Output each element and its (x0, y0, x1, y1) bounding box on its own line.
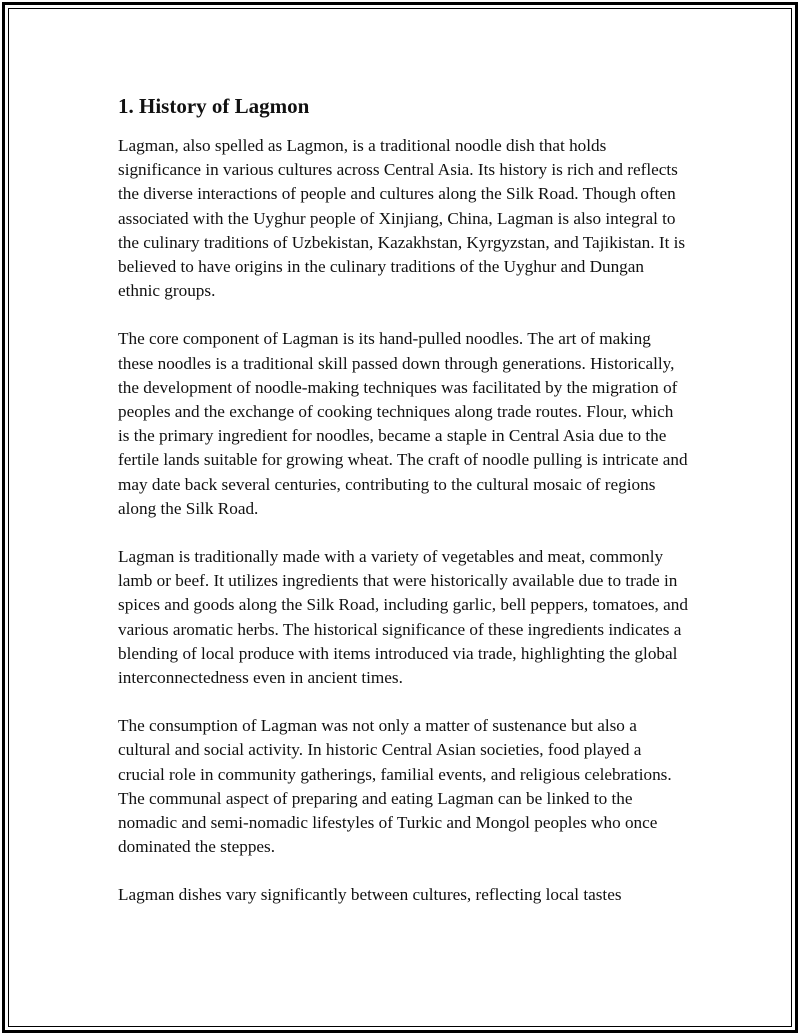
paragraph-noodles: The core component of Lagman is its hand-pulled noodles. The art of making these noodles is a traditional skill passed down through generations. Historically, the development of noodle-making techniques was facilitated by the migration of peoples and the exchange of cooking techniques along trade routes. Flour, which is the primary ingredient for noodles, became a staple in Central Asia due to the fertile lands suitable for growing wheat. The craft of noodle pulling is intricate and may date back several centuries, contributing to the cultural mosaic of regions along the Silk Road. (118, 329, 688, 518)
document-body (118, 92, 688, 932)
paragraph-origins: Lagman, also spelled as Lagmon, is a traditional noodle dish that holds significance in various cultures across Central Asia. Its history is rich and reflects the diverse interactions of people and cultures along the Silk Road. Though often associated with the Uyghur people of Xinjiang, China, Lagman is also integral to the culinary traditions of Uzbekistan, Kazakhstan, Kyrgyzstan, and Tajikistan. It is believed to have origins in the culinary traditions of the Uyghur and Dungan ethnic groups. (118, 136, 686, 301)
paragraph-social-role: The consumption of Lagman was not only a matter of sustenance but also a cultural and social activity. In historic Central Asian societies, food played a crucial role in community gatherings, familial events, and religious celebrations. The communal aspect of preparing and eating Lagman can be linked to the nomadic and semi-nomadic lifestyles of Turkic and Mongol peoples who once dominated the steppes. (118, 716, 672, 857)
paragraph-variations: Lagman dishes vary significantly between cultures, reflecting local tastes (118, 885, 622, 905)
section-heading: 1. History of Lagmon (118, 94, 310, 118)
paragraph-ingredients: Lagman is traditionally made with a variety of vegetables and meat, commonly lamb or beef. It utilizes ingredients that were historically available due to trade in spices and goods along the Silk Road, including garlic, bell peppers, tomatoes, and various aromatic herbs. The historical significance of these ingredients indicates a blending of local produce with items introduced via trade, highlighting the global interconnectedness even in ancient times. (118, 547, 688, 688)
